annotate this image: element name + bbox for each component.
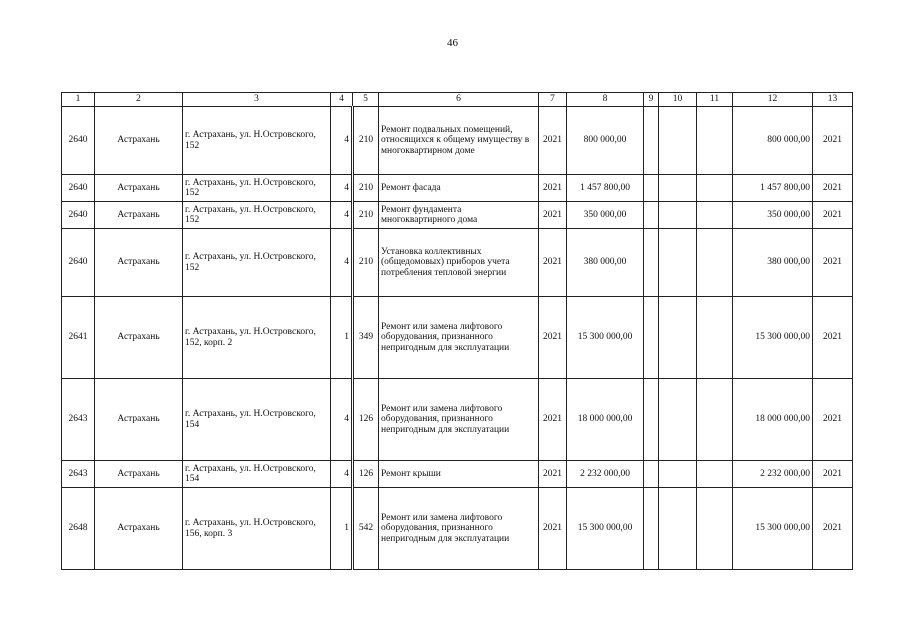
cell-plan-year: 2021	[539, 488, 567, 570]
cell-object-id: 2641	[62, 297, 95, 379]
cell-floors: 4	[331, 175, 353, 202]
column-header-12: 12	[733, 93, 813, 107]
table-row	[62, 379, 853, 461]
cell-col-11	[697, 107, 733, 175]
table-row	[62, 175, 853, 202]
column-header-8: 8	[567, 93, 644, 107]
cell-fund-cost: 15 300 000,00	[733, 297, 813, 379]
column-header-2: 2	[95, 93, 183, 107]
cell-total-cost: 15 300 000,00	[567, 297, 644, 379]
cell-floors: 4	[331, 229, 353, 297]
page-number: 46	[447, 37, 458, 49]
cell-col-9	[644, 297, 659, 379]
repair-program-table	[61, 92, 853, 570]
cell-ref-number: 210	[353, 229, 379, 297]
cell-fund-cost: 800 000,00	[733, 107, 813, 175]
column-header-6: 6	[379, 93, 539, 107]
column-header-10: 10	[659, 93, 697, 107]
cell-city: Астрахань	[95, 297, 183, 379]
cell-col-11	[697, 379, 733, 461]
cell-city: Астрахань	[95, 461, 183, 488]
cell-col-10	[659, 379, 697, 461]
cell-col-11	[697, 488, 733, 570]
cell-plan-year: 2021	[539, 175, 567, 202]
cell-col-10	[659, 175, 697, 202]
cell-col-11	[697, 202, 733, 229]
cell-total-cost: 1 457 800,00	[567, 175, 644, 202]
cell-address: г. Астрахань, ул. Н.Островского, 152, корп. 2	[183, 297, 331, 379]
column-header-7: 7	[539, 93, 567, 107]
cell-fund-cost: 1 457 800,00	[733, 175, 813, 202]
cell-end-year: 2021	[813, 297, 853, 379]
cell-fund-cost: 380 000,00	[733, 229, 813, 297]
cell-col-9	[644, 461, 659, 488]
cell-col-10	[659, 461, 697, 488]
cell-city: Астрахань	[95, 107, 183, 175]
cell-work-type: Ремонт подвальных помещений, относящихся к общему имуществу в многоквартирном доме	[379, 107, 539, 175]
cell-ref-number: 210	[353, 175, 379, 202]
cell-col-11	[697, 461, 733, 488]
cell-plan-year: 2021	[539, 461, 567, 488]
column-number-row	[62, 93, 853, 107]
cell-address: г. Астрахань, ул. Н.Островского, 156, корп. 3	[183, 488, 331, 570]
column-header-3: 3	[183, 93, 331, 107]
cell-address: г. Астрахань, ул. Н.Островского, 154	[183, 461, 331, 488]
cell-col-9	[644, 229, 659, 297]
cell-floors: 4	[331, 461, 353, 488]
cell-end-year: 2021	[813, 379, 853, 461]
cell-work-type: Ремонт или замена лифтового оборудования, признанного непригодным для эксплуатации	[379, 488, 539, 570]
table-row	[62, 461, 853, 488]
cell-object-id: 2643	[62, 379, 95, 461]
cell-col-11	[697, 175, 733, 202]
cell-floors: 1	[331, 488, 353, 570]
cell-ref-number: 542	[353, 488, 379, 570]
cell-work-type: Ремонт крыши	[379, 461, 539, 488]
cell-address: г. Астрахань, ул. Н.Островского, 152	[183, 229, 331, 297]
column-header-11: 11	[697, 93, 733, 107]
cell-address: г. Астрахань, ул. Н.Островского, 152	[183, 175, 331, 202]
column-header-1: 1	[62, 93, 95, 107]
cell-col-9	[644, 107, 659, 175]
cell-col-9	[644, 202, 659, 229]
cell-object-id: 2640	[62, 107, 95, 175]
cell-city: Астрахань	[95, 202, 183, 229]
cell-col-9	[644, 175, 659, 202]
cell-total-cost: 380 000,00	[567, 229, 644, 297]
cell-col-10	[659, 202, 697, 229]
cell-ref-number: 349	[353, 297, 379, 379]
column-header-13: 13	[813, 93, 853, 107]
cell-total-cost: 350 000,00	[567, 202, 644, 229]
cell-col-10	[659, 229, 697, 297]
table-row	[62, 229, 853, 297]
cell-end-year: 2021	[813, 107, 853, 175]
cell-end-year: 2021	[813, 202, 853, 229]
cell-address: г. Астрахань, ул. Н.Островского, 152	[183, 107, 331, 175]
table-row	[62, 107, 853, 175]
column-header-9: 9	[644, 93, 659, 107]
cell-col-11	[697, 229, 733, 297]
cell-ref-number: 126	[353, 461, 379, 488]
cell-city: Астрахань	[95, 229, 183, 297]
cell-object-id: 2640	[62, 202, 95, 229]
cell-address: г. Астрахань, ул. Н.Островского, 152	[183, 202, 331, 229]
cell-total-cost: 2 232 000,00	[567, 461, 644, 488]
cell-col-10	[659, 107, 697, 175]
cell-ref-number: 126	[353, 379, 379, 461]
cell-end-year: 2021	[813, 175, 853, 202]
cell-city: Астрахань	[95, 175, 183, 202]
cell-fund-cost: 18 000 000,00	[733, 379, 813, 461]
cell-plan-year: 2021	[539, 379, 567, 461]
cell-floors: 4	[331, 202, 353, 229]
cell-col-10	[659, 297, 697, 379]
cell-work-type: Ремонт или замена лифтового оборудования, признанного непригодным для эксплуатации	[379, 379, 539, 461]
table-row	[62, 202, 853, 229]
cell-work-type: Ремонт или замена лифтового оборудования, признанного непригодным для эксплуатации	[379, 297, 539, 379]
cell-work-type: Ремонт фундамента многоквартирного дома	[379, 202, 539, 229]
cell-object-id: 2643	[62, 461, 95, 488]
table-row	[62, 297, 853, 379]
cell-fund-cost: 350 000,00	[733, 202, 813, 229]
cell-plan-year: 2021	[539, 297, 567, 379]
cell-col-11	[697, 297, 733, 379]
cell-object-id: 2640	[62, 229, 95, 297]
cell-plan-year: 2021	[539, 229, 567, 297]
cell-city: Астрахань	[95, 379, 183, 461]
cell-col-10	[659, 488, 697, 570]
column-header-4: 4	[331, 93, 353, 107]
cell-total-cost: 800 000,00	[567, 107, 644, 175]
cell-object-id: 2640	[62, 175, 95, 202]
cell-fund-cost: 15 300 000,00	[733, 488, 813, 570]
cell-city: Астрахань	[95, 488, 183, 570]
cell-ref-number: 210	[353, 202, 379, 229]
column-header-5: 5	[353, 93, 379, 107]
cell-plan-year: 2021	[539, 107, 567, 175]
cell-work-type: Ремонт фасада	[379, 175, 539, 202]
cell-col-9	[644, 488, 659, 570]
cell-plan-year: 2021	[539, 202, 567, 229]
cell-address: г. Астрахань, ул. Н.Островского, 154	[183, 379, 331, 461]
table-row	[62, 488, 853, 570]
cell-floors: 1	[331, 297, 353, 379]
cell-fund-cost: 2 232 000,00	[733, 461, 813, 488]
cell-ref-number: 210	[353, 107, 379, 175]
cell-floors: 4	[331, 379, 353, 461]
cell-end-year: 2021	[813, 461, 853, 488]
cell-total-cost: 15 300 000,00	[567, 488, 644, 570]
cell-end-year: 2021	[813, 229, 853, 297]
cell-end-year: 2021	[813, 488, 853, 570]
cell-work-type: Установка коллективных (общедомовых) приборов учета потребления тепловой энергии	[379, 229, 539, 297]
cell-floors: 4	[331, 107, 353, 175]
cell-col-9	[644, 379, 659, 461]
cell-object-id: 2648	[62, 488, 95, 570]
cell-total-cost: 18 000 000,00	[567, 379, 644, 461]
